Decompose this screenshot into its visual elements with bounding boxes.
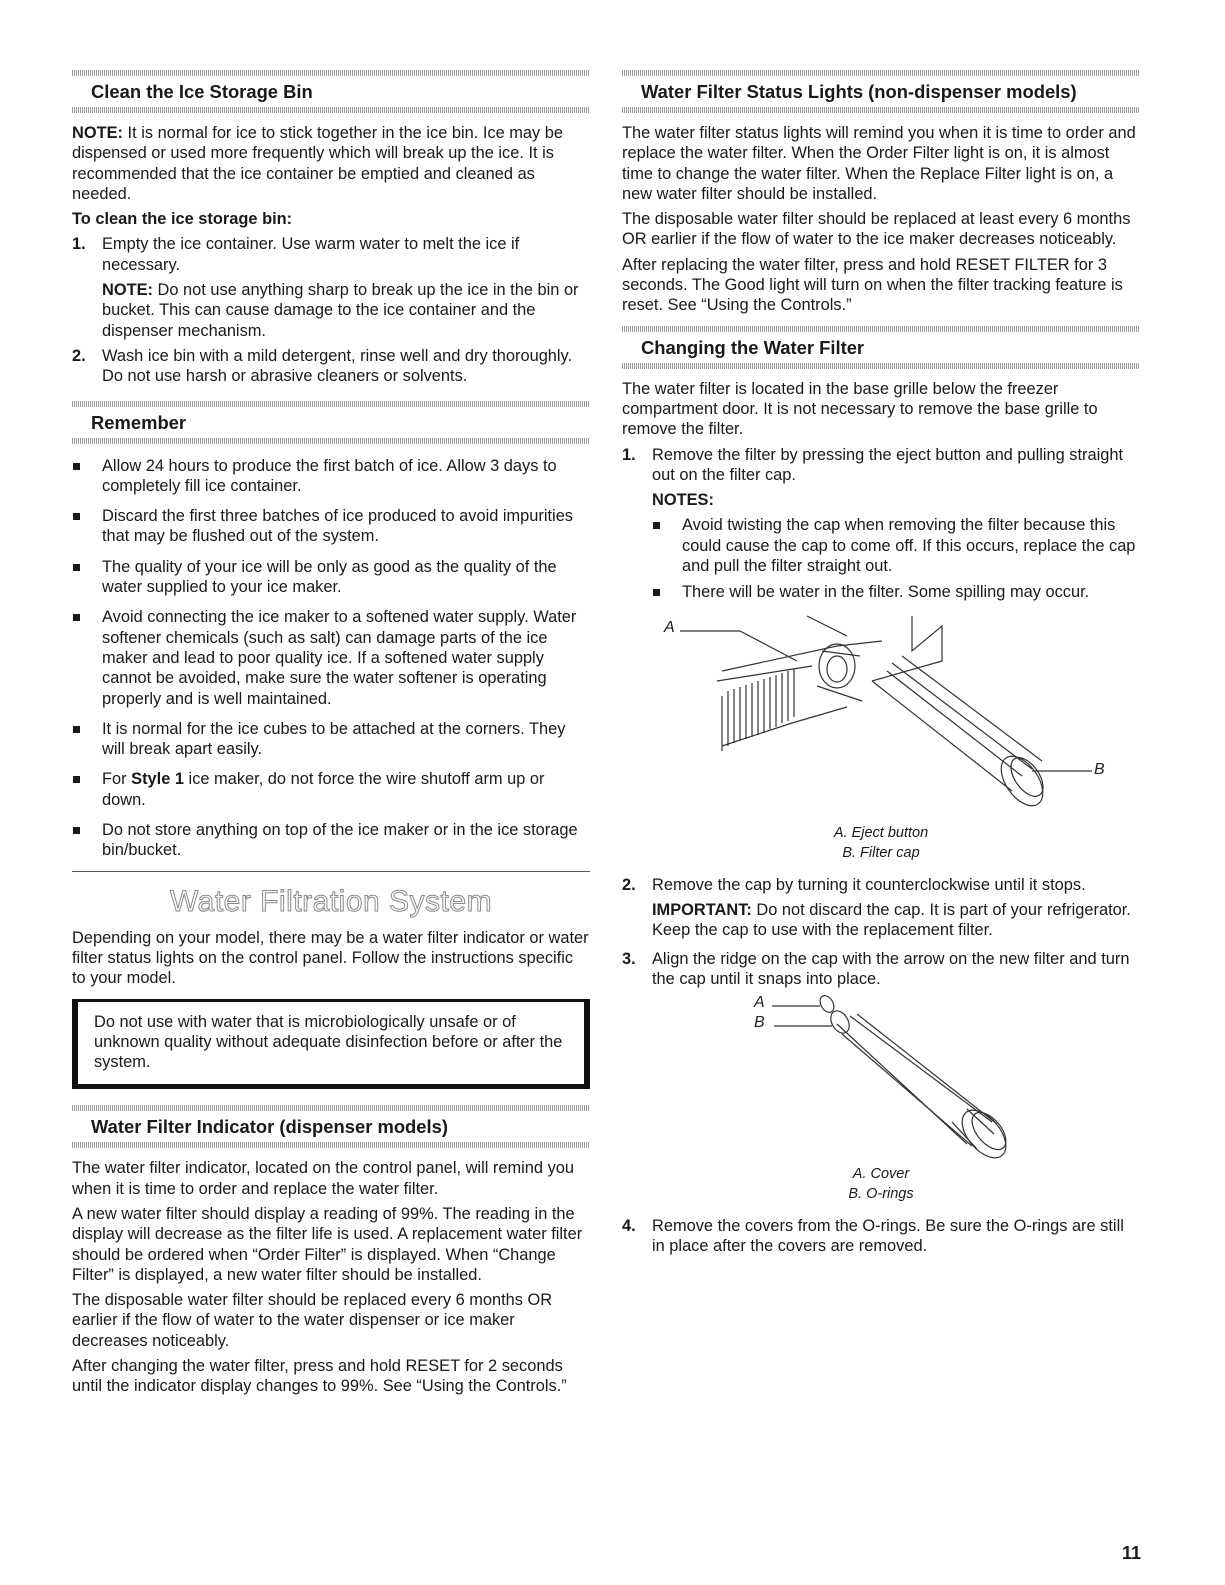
bullet-item: Allow 24 hours to produce the first batch of ice. Allow 3 days to completely fill ice container. <box>72 456 590 497</box>
paragraph: The disposable water filter should be replaced every 6 months OR earlier if the flow of water to the water dispenser or ice maker decreases noticeably. <box>72 1291 553 1350</box>
step-text: Remove the cap by turning it counterclockwise until it stops. <box>652 875 1086 894</box>
bullet-item: It is normal for the ice cubes to be attached at the corners. They will break apart easily. <box>72 719 590 760</box>
section-rule <box>622 363 1140 369</box>
note-label: NOTE: <box>102 281 153 300</box>
paragraph: A new water filter should display a reading of 99%. The reading in the display will decrease as the filter life is used. A replacement water filter should be ordered when “Order Filter” is displayed. When “Change Filter” is displayed, a new water filter should be installed. <box>72 1204 583 1284</box>
intro-paragraph: The water filter is located in the base grille below the freezer compartment door. It is not necessary to remove the base grille to remove the filter. <box>622 379 1098 439</box>
note-bullet: Avoid twisting the cap when removing the filter because this could cause the cap to come off. If this occurs, replace the cap and pull the filter straight out. <box>652 515 1140 576</box>
label-b: B <box>1094 760 1105 778</box>
section-rule <box>72 438 590 444</box>
right-column <box>622 70 1140 1265</box>
style-label: Style 1 <box>131 770 184 789</box>
bullet-item: Discard the first three batches of ice produced to avoid impurities that may be flushed out of the system. <box>72 506 590 547</box>
paragraph: The water filter indicator, located on the control panel, will remind you when it is time to order and replace the water filter. <box>72 1159 574 1198</box>
step-item <box>72 346 590 387</box>
eject-button-figure <box>622 611 1140 823</box>
paragraph: The water filter status lights will remind you when it is time to order and replace the water filter. When the Order Filter light is on, it is almost time to change the water filter. When the Replace Filter light is on, a new water filter should be installed. <box>622 124 1136 203</box>
filter-indicator-section <box>72 1105 590 1396</box>
left-column <box>72 70 590 1405</box>
step-text: Empty the ice container. Use warm water to melt the ice if necessary. <box>102 235 520 274</box>
notes-label: NOTES: <box>652 491 714 510</box>
figure-caption: A. Eject button <box>833 824 929 841</box>
remember-section <box>72 401 590 861</box>
bullet-item <box>72 769 590 810</box>
section-heading: Changing the Water Filter <box>641 336 865 358</box>
figure-caption: B. O-rings <box>848 1186 914 1203</box>
step-number: 3. <box>622 949 636 968</box>
note-bullet: There will be water in the filter. Some spilling may occur. <box>652 582 1140 602</box>
section-heading: Remember <box>91 411 187 433</box>
step-text: Align the ridge on the cap with the arrow on the new filter and turn the cap until it snaps into place. <box>652 949 1130 988</box>
step-number: 1. <box>622 445 636 464</box>
warning-box: Do not use with water that is microbiologically unsafe or of unknown quality without adequate disinfection before or after the system. <box>72 999 590 1090</box>
step-note <box>102 280 590 341</box>
label-b: B <box>754 1014 765 1032</box>
step-item <box>622 875 1140 941</box>
bullet-item: Avoid connecting the ice maker to a softened water supply. Water softener chemicals (such as salt) can damage parts of the ice maker and lead to poor quality ice. If a softened water supply cannot be avoided, make sure the water softener is operating properly and is well maintained. <box>72 607 590 708</box>
changing-filter-section <box>622 326 1140 1257</box>
section-rule <box>622 107 1140 113</box>
figure-caption: A. Cover <box>852 1166 910 1183</box>
step-item <box>72 234 590 340</box>
section-heading: Water Filter Status Lights (non-dispenser models) <box>641 81 1077 102</box>
filtration-section <box>72 884 590 1090</box>
important-text: Do not discard the cap. It is part of your refrigerator. Keep the cap to use with the replacement filter. <box>652 900 1131 940</box>
paragraph: After changing the water filter, press and hold RESET for 2 seconds until the indicator display changes to 99%. See “Using the Controls.” <box>72 1357 567 1396</box>
filter-removal-illustration <box>622 611 1140 823</box>
paragraph: The disposable water filter should be replaced at least every 6 months OR earlier if the flow of water to the ice maker decreases noticeably. <box>622 210 1131 249</box>
figure-caption: B. Filter cap <box>842 844 920 861</box>
label-a: A <box>664 618 675 636</box>
section-heading: Water Filter Indicator (dispenser models) <box>91 1116 448 1138</box>
step-number: 2. <box>72 346 86 365</box>
subheading: To clean the ice storage bin: <box>72 210 293 229</box>
page-section-title: Water Filtration System <box>169 884 493 918</box>
paragraph: After replacing the water filter, press and hold RESET FILTER for 3 seconds. The Good light will turn on when the filter tracking feature is reset. See “Using the Controls.” <box>622 255 1123 315</box>
note-label: NOTE: <box>72 124 123 142</box>
section-divider <box>72 871 590 872</box>
bullet-text: For <box>102 770 132 789</box>
note-text: It is normal for ice to stick together in the ice bin. Ice may be dispensed or used more frequently which will break up the ice. It is recommended that the ice container be emptied and cleaned as needed. <box>72 124 564 203</box>
step-item <box>622 1216 1140 1257</box>
intro-paragraph: Depending on your model, there may be a water filter indicator or water filter status lights on the control panel. Follow the instructions specific to your model. <box>72 928 589 988</box>
note-text: Do not use anything sharp to break up the ice in the bin or bucket. This can cause damage to the ice container and the dispenser mechanism. <box>102 281 579 340</box>
status-lights-section <box>622 70 1140 316</box>
important-note <box>652 900 1140 941</box>
step-text: Remove the filter by pressing the eject button and pulling straight out on the filter cap. <box>652 445 1124 484</box>
step-text: Wash ice bin with a mild detergent, rinse well and dry thoroughly. Do not use harsh or abrasive cleaners or solvents. <box>102 346 573 386</box>
bullet-text: ice maker, do not force the wire shutoff arm up or down. <box>102 770 545 809</box>
step-number: 4. <box>622 1217 636 1236</box>
section-rule <box>72 1142 590 1148</box>
step-number: 1. <box>72 235 86 254</box>
new-filter-illustration <box>622 994 1140 1164</box>
step-text: Remove the covers from the O-rings. Be sure the O-rings are still in place after the covers are removed. <box>652 1217 1124 1256</box>
page-number: 11 <box>1121 1543 1141 1563</box>
clean-ice-bin-section <box>72 70 590 387</box>
section-heading: Clean the Ice Storage Bin <box>91 81 313 102</box>
important-label: IMPORTANT: <box>652 900 752 919</box>
label-a: A <box>754 994 765 1012</box>
step-number: 2. <box>622 875 636 894</box>
bullet-item: The quality of your ice will be only as good as the quality of the water supplied to your ice maker. <box>72 557 590 598</box>
step-item <box>622 949 1140 990</box>
bullet-item: Do not store anything on top of the ice maker or in the ice storage bin/bucket. <box>72 820 590 861</box>
step-item <box>622 445 1140 603</box>
cover-orings-figure <box>622 994 1140 1164</box>
section-rule <box>72 107 590 113</box>
note-paragraph <box>72 123 590 204</box>
